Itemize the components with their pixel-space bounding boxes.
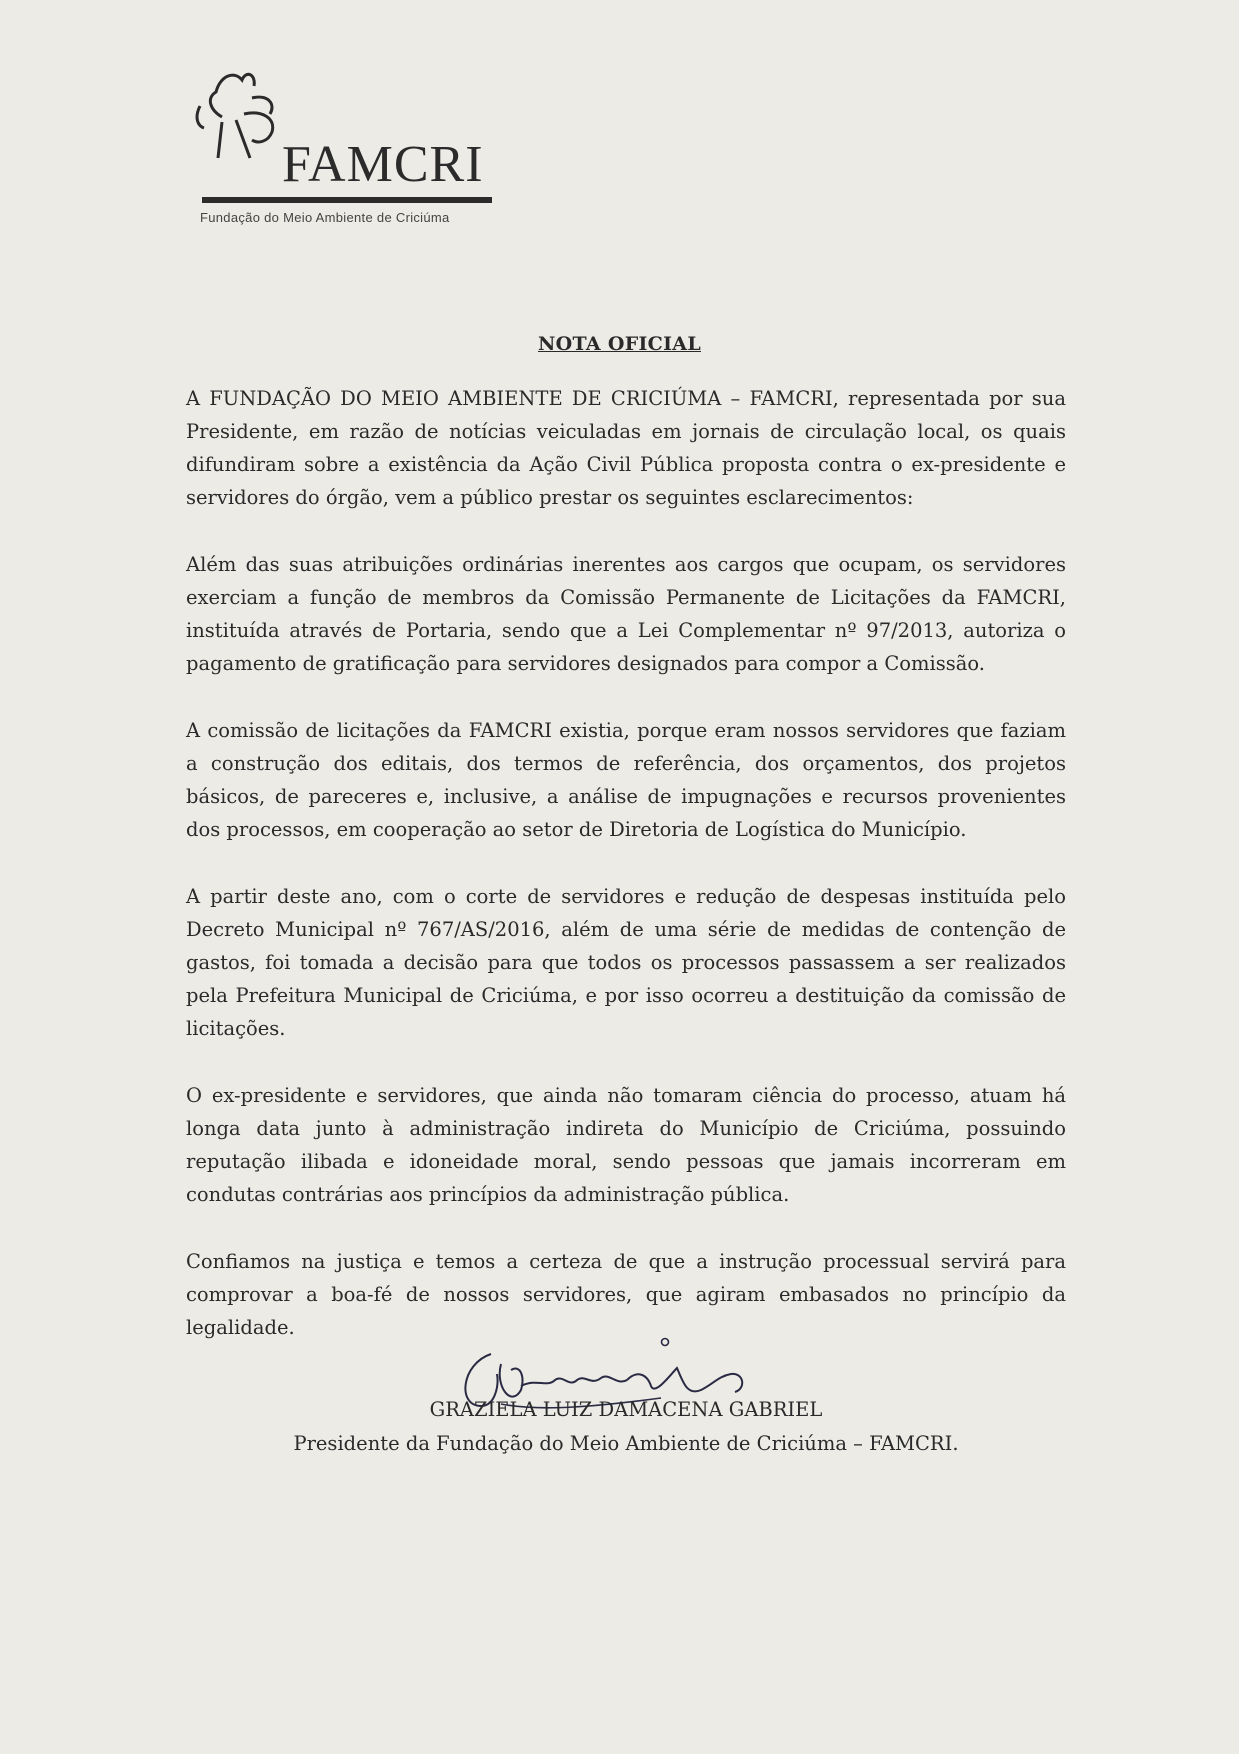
famcri-logo: [192, 62, 522, 242]
document-body: [186, 382, 1066, 1378]
paragraph: O ex-presidente e servidores, que ainda não tomaram ciência do processo, atuam há longa data junto à administração indireta do Município de Criciúma, possuindo reputação ilibada e idoneidade moral, sendo pessoas que jamais incorreram em condutas contrárias aos princípios da administração pública.: [186, 1084, 1066, 1206]
paragraph: A partir deste ano, com o corte de servidores e redução de despesas instituída pelo Decreto Municipal nº 767/AS/2016, além de uma série de medidas de contenção de gastos, foi tomada a decisão para que todos os processos passassem a ser realizados pela Prefeitura Municipal de Criciúma, e por isso ocorreu a destituição da comissão de licitações.: [186, 885, 1066, 1040]
logo-wordmark: FAMCRI: [282, 136, 484, 193]
paragraph: A FUNDAÇÃO DO MEIO AMBIENTE DE CRICIÚMA – FAMCRI, representada por sua Presidente, em razão de notícias veiculadas em jornais de circulação local, os quais difundiram sobre a existência da Ação Civil Pública proposta contra o ex-presidente e servidores do órgão, vem a público prestar os seguintes esclarecimentos:: [186, 387, 1066, 509]
signatory-role: Presidente da Fundação do Meio Ambiente de Criciúma – FAMCRI.: [293, 1432, 959, 1455]
paragraph: Confiamos na justiça e temos a certeza de que a instrução processual servirá para comprovar a boa-fé de nossos servidores, que agiram embasados no princípio da legalidade.: [186, 1250, 1066, 1339]
logo-subtitle: Fundação do Meio Ambiente de Criciúma: [200, 210, 450, 225]
logo-divider: [202, 197, 492, 203]
signatory-name: GRAZIELA LUIZ DAMACENA GABRIEL: [429, 1398, 823, 1421]
handwritten-signature: [451, 1334, 781, 1444]
paragraph: A comissão de licitações da FAMCRI existia, porque eram nossos servidores que faziam a construção dos editais, dos termos de referência, dos orçamentos, dos projetos básicos, de pareceres e, inclusive, a análise de impugnações e recursos provenientes dos processos, em cooperação ao setor de Diretoria de Logística do Município.: [186, 719, 1066, 841]
document-title: NOTA OFICIAL: [537, 333, 701, 355]
paragraph: Além das suas atribuições ordinárias inerentes aos cargos que ocupam, os servidores exerciam a função de membros da Comissão Permanente de Licitações da FAMCRI, instituída através de Portaria, sendo que a Lei Complementar nº 97/2013, autoriza o pagamento de gratificação para servidores designados para compor a Comissão.: [186, 553, 1066, 675]
